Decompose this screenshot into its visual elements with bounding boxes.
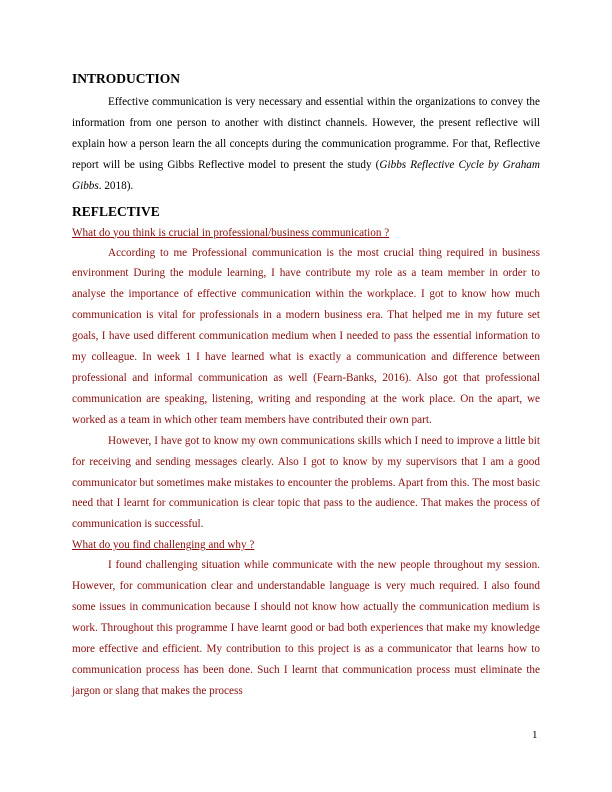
introduction-heading: INTRODUCTION <box>72 71 181 86</box>
document-page <box>72 70 540 702</box>
intro-citation-title: Gibbs Reflective Cycle by Graham Gibbs <box>72 158 540 192</box>
page-number: 1 <box>532 729 538 741</box>
intro-citation-year: . 2018). <box>98 179 134 192</box>
question-challenging: What do you find challenging and why ? <box>72 539 255 552</box>
intro-text: Effective communication is very necessary and essential within the organizations to convey the information from one person to another with distinct channels. However, the present reflective will explain how a person learn the all concepts during the communication programme. For that, Reflective report will be using Gibbs Reflective model to present the study ( <box>72 96 540 171</box>
reflective-paragraph-3: I found challenging situation while communicate with the new people throughout my session. However, for communication clear and understandable language is very much required. I also found some issues in communication because I should not know how actually the communication medium is work. Throughout this programme I have learnt good or bad both experiences that make my knowledge more effective and efficient. My contribution to this project is as a communicator that learns how to communication process has been done. Such I learnt that communication process must eliminate the jargon or slang that makes the process <box>72 559 540 697</box>
introduction-paragraph <box>72 92 540 197</box>
reflective-paragraph-1: According to me Professional communication is the most crucial thing required in business environment During the module learning, I have contribute my role as a team member in order to analyse the importance of effective communication within the workplace. I got to know how much communication is vital for professionals in a modern business era. That helped me in my future set goals, I have used different communication medium when I needed to pass the essential information to my colleague. In week 1 I have learned what is exactly a communication and difference between professional and informal communication as well (Fearn-Banks, 2016). Also got that professional communication are speaking, listening, writing and responding at the work place. On the apart, we worked as a team in which other team members have contributed their own part. <box>72 246 540 426</box>
reflective-heading: REFLECTIVE <box>72 203 160 219</box>
reflective-paragraph-2: However, I have got to know my own communications skills which I need to improve a little bit for receiving and sending messages clearly. Also I got to know by my supervisors that I am a good communicator but sometimes make mistakes to encounter the problems. Apart from this. The most basic need that I learnt for communication is clear topic that pass to the audience. That makes the process of communication is successful. <box>72 434 540 531</box>
question-crucial: What do you think is crucial in professional/business communication ? <box>72 226 390 239</box>
